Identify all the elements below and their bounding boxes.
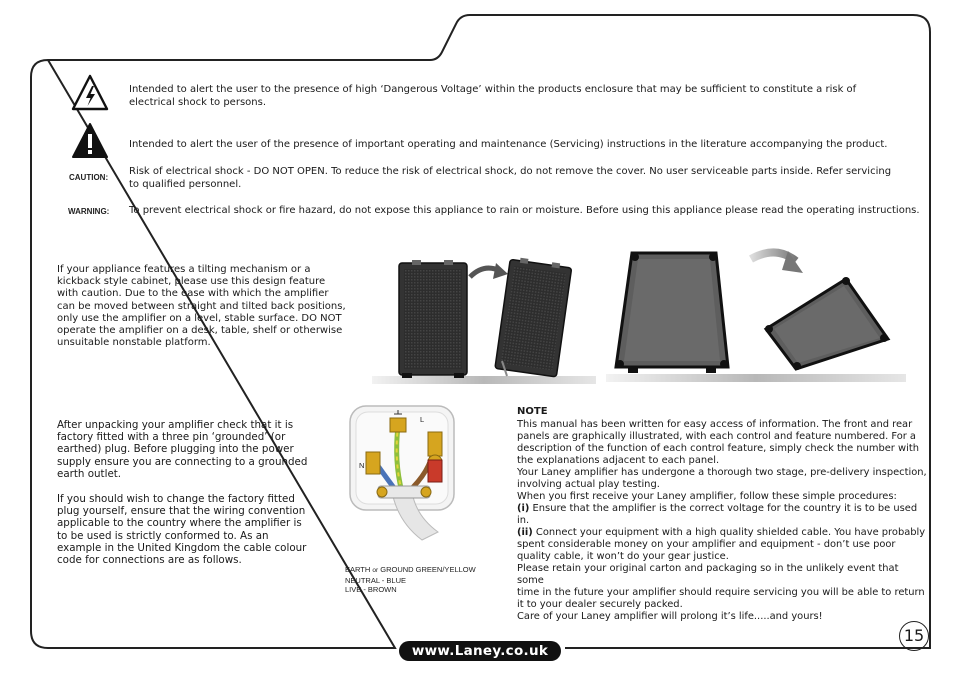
note-line: involving actual play testing. (517, 479, 660, 490)
note-heading: NOTE (517, 406, 548, 417)
small-amp-tilt-illustration (372, 255, 598, 385)
instructions-warning-text: Intended to alert the user of the presence of important operating and maintenance (Servicing) instructions in the literature accompanying the product. (129, 139, 888, 150)
exclamation-warning-icon (71, 122, 109, 160)
earth-caption-or: or (372, 567, 379, 574)
note-line: it to your dealer securely packed. (517, 599, 683, 610)
voltage-warning-text: Intended to alert the user to the presence of high ‘Dangerous Voltage’ within the products enclosure that may be sufficient to constitute a risk of electrical shock to persons. (129, 84, 857, 108)
warning-label: WARNING: (68, 207, 110, 216)
tilt-caution-text: If your appliance features a tilting mechanism or a kickback style cabinet, please use this design feature with caution. Due to the ease with which the amplifier can be moved between straight and tilted back positions, only use the amplifier on a level, stable surface. DO NOT operate the amplifier on a desk, table, shelf or otherwise unsuitable nonstable platform. (57, 264, 346, 349)
note-line: This manual has been written for easy access of information. The front and rear (517, 419, 913, 430)
high-voltage-warning-icon (71, 74, 109, 112)
note-line: quality cable, it won’t do your gear justice. (517, 551, 729, 562)
step-ii-label: (ii) (517, 527, 533, 538)
note-line (517, 503, 927, 515)
neutral-caption: NEUTRAL - BLUE (345, 575, 406, 585)
page-number: 15 (899, 621, 929, 651)
note-line: spent considerable money on your amplifier and equipment - don’t use poor (517, 539, 896, 550)
note-line: description of the function of each control feature, simply check the number with (517, 443, 919, 454)
earth-caption-b: GROUND GREEN/YELLOW (380, 565, 476, 574)
step-ii-text: Connect your equipment with a high quality shielded cable. You have probably (532, 527, 926, 538)
step-i-label: (i) (517, 503, 530, 514)
caution-text: Risk of electrical shock - DO NOT OPEN. To reduce the risk of electrical shock, do not remove the cover. No user serviceable parts inside. Refer servicing to qualified personnel. (129, 166, 892, 190)
live-caption: LIVE - BROWN (345, 585, 397, 594)
earth-caption-a: EARTH (345, 565, 371, 574)
note-line: Your Laney amplifier has undergone a thorough two stage, pre-delivery inspection, (517, 467, 927, 478)
note-line: time in the future your amplifier should require servicing you will be able to return (517, 587, 925, 598)
caution-label: CAUTION: (69, 173, 109, 182)
note-line (517, 527, 927, 539)
plug-neutral-label: N (359, 461, 365, 470)
plug-wiring-text: If you should wish to change the factory fitted plug yourself, ensure that the wiring convention applicable to the country where the amplifier is to be used is strictly conformed to. As an example in the United Kingdom the cable colour code for connections are as follows. (57, 493, 307, 567)
warning-text: To prevent electrical shock or fire hazard, do not expose this appliance to rain or moisture. Before using this appliance please read the operating instructions. (129, 205, 920, 216)
note-line: the explanations adjacent to each panel. (517, 455, 720, 466)
website-url[interactable]: www.Laney.co.uk (399, 641, 561, 661)
large-amp-tilt-illustration (606, 243, 906, 383)
step-i-text: Ensure that the amplifier is the correct voltage for the country it is to be used (529, 503, 918, 514)
uk-plug-wiring-diagram (342, 402, 462, 542)
note-line: in. (517, 515, 530, 526)
note-body (517, 419, 927, 623)
plug-intro-text: After unpacking your amplifier check that it is factory fitted with a three pin ‘grounded’ (or earthed) plug. Before plugging into the power supply ensure you are connecting to a grounded earth outlet. (57, 419, 308, 480)
note-line: Care of your Laney amplifier will prolong it’s life.....and yours! (517, 611, 823, 622)
note-line: Please retain your original carton and packaging so in the unlikely event that some (517, 563, 899, 586)
plug-colour-caption (345, 565, 505, 595)
plug-live-label: L (420, 415, 425, 424)
note-line: When you first receive your Laney amplifier, follow these simple procedures: (517, 491, 897, 502)
note-line: panels are graphically illustrated, with each control and feature numbered. For a (517, 431, 916, 442)
